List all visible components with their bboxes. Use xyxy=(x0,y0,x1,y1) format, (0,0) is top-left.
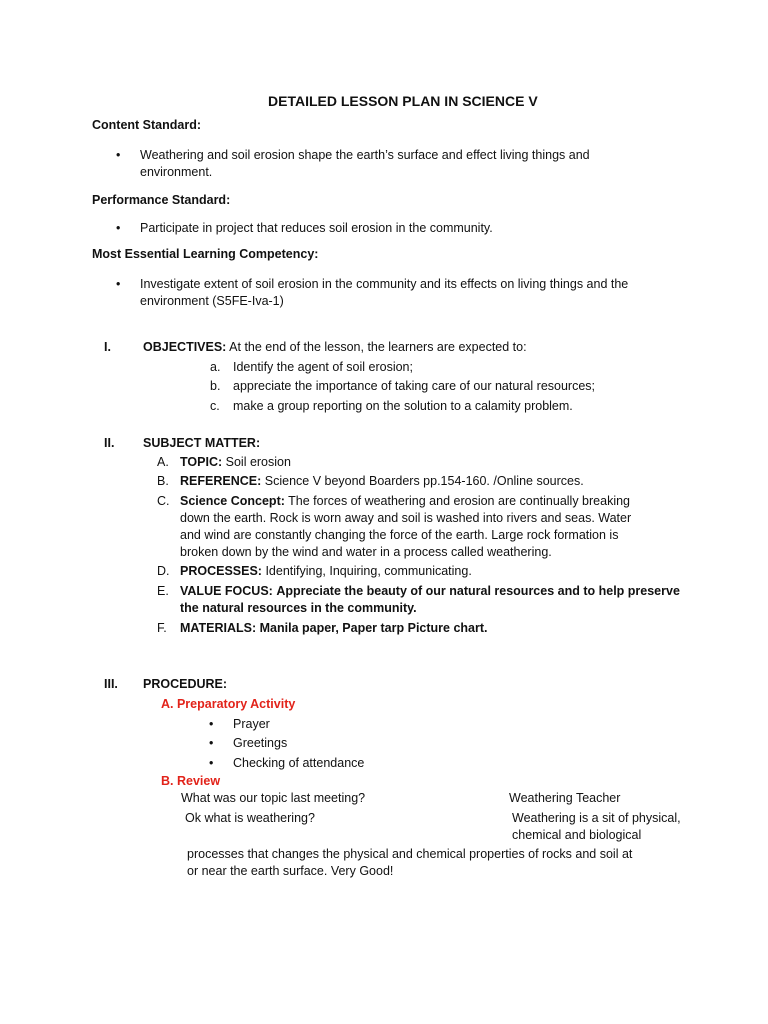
science-concept-line1: The forces of weathering and erosion are continually breaking xyxy=(288,494,631,508)
value-focus-label: VALUE FOCUS: xyxy=(180,584,273,598)
objective-marker-b: b. xyxy=(210,379,221,393)
subject-item-science-concept xyxy=(180,493,630,509)
melc-line1: Investigate extent of soil erosion in the community and its effects on living things and the xyxy=(140,277,629,291)
procedure-numeral: III. xyxy=(104,677,118,691)
preparatory-bullet-3: • xyxy=(209,756,214,770)
content-standard-line2: environment. xyxy=(140,165,213,179)
objective-item-c: make a group reporting on the solution to a calamity problem. xyxy=(233,399,573,413)
subject-marker-a: A. xyxy=(157,455,169,469)
processes-text: Identifying, Inquiring, communicating. xyxy=(265,564,472,578)
content-standard-heading: Content Standard: xyxy=(92,118,202,132)
science-concept-line2: down the earth. Rock is worn away and soil is washed into rivers and seas. Water xyxy=(180,511,632,525)
preparatory-item-prayer: Prayer xyxy=(233,717,270,731)
melc-bullet: • xyxy=(116,277,121,291)
subject-item-processes xyxy=(180,563,472,579)
subject-marker-c: C. xyxy=(157,494,170,508)
science-concept-line4: broken down by the wind and water in a process called weathering. xyxy=(180,545,552,559)
content-standard-bullet: • xyxy=(116,148,121,162)
subject-marker-d: D. xyxy=(157,564,170,578)
preparatory-bullet-1: • xyxy=(209,717,214,731)
objective-item-b: appreciate the importance of taking care of our natural resources; xyxy=(233,379,596,393)
subject-marker-e: E. xyxy=(157,584,169,598)
preparatory-item-attendance: Checking of attendance xyxy=(233,756,365,770)
melc-line2: environment (S5FE-Iva-1) xyxy=(140,294,284,308)
subject-marker-b: B. xyxy=(157,474,169,488)
preparatory-item-greetings: Greetings xyxy=(233,736,288,750)
review-teacher-question-2: Ok what is weathering? xyxy=(185,811,315,825)
materials-label: MATERIALS: xyxy=(180,621,257,635)
page-title: DETAILED LESSON PLAN IN SCIENCE V xyxy=(268,93,538,109)
science-concept-line3: and wind are constantly changing the force of the earth. Large rock formation is xyxy=(180,528,619,542)
objectives-numeral: I. xyxy=(104,340,111,354)
value-focus-line1: Appreciate the beauty of our natural resources and to help preserve xyxy=(276,584,680,598)
objective-marker-c: c. xyxy=(210,399,220,413)
subject-item-value-focus xyxy=(180,583,680,599)
objectives-intro: At the end of the lesson, the learners are expected to: xyxy=(229,340,527,354)
review-student-answer-1: Weathering Teacher xyxy=(509,791,621,805)
performance-standard-bullet: • xyxy=(116,221,121,235)
topic-label: TOPIC: xyxy=(180,455,223,469)
subject-matter-numeral: II. xyxy=(104,436,115,450)
objective-marker-a: a. xyxy=(210,360,221,374)
performance-standard-text: Participate in project that reduces soil erosion in the community. xyxy=(140,221,493,235)
review-continuation-line1: processes that changes the physical and chemical properties of rocks and soil at xyxy=(187,847,633,861)
review-continuation-line2: or near the earth surface. Very Good! xyxy=(187,864,394,878)
subject-item-materials xyxy=(180,620,488,636)
subject-marker-f: F. xyxy=(157,621,167,635)
review-student-answer-2-line1: Weathering is a sit of physical, xyxy=(512,811,681,825)
value-focus-line2: the natural resources in the community. xyxy=(180,601,417,615)
reference-label: REFERENCE: xyxy=(180,474,262,488)
review-teacher-question-1: What was our topic last meeting? xyxy=(181,791,366,805)
reference-text: Science V beyond Boarders pp.154-160. /Online sources. xyxy=(264,474,584,488)
processes-label: PROCESSES: xyxy=(180,564,262,578)
objectives-label: OBJECTIVES: xyxy=(143,340,227,354)
topic-text: Soil erosion xyxy=(225,455,291,469)
subject-item-reference xyxy=(180,473,584,489)
melc-heading: Most Essential Learning Competency: xyxy=(92,247,319,261)
objectives-line xyxy=(143,339,527,355)
science-concept-label: Science Concept: xyxy=(180,494,285,508)
objective-item-a: Identify the agent of soil erosion; xyxy=(233,360,413,374)
preparatory-heading: A. Preparatory Activity xyxy=(161,697,296,711)
subject-matter-label: SUBJECT MATTER: xyxy=(143,436,261,450)
review-heading: B. Review xyxy=(161,774,221,788)
materials-text: Manila paper, Paper tarp Picture chart. xyxy=(259,621,488,635)
procedure-label: PROCEDURE: xyxy=(143,677,228,691)
subject-item-topic xyxy=(180,454,291,470)
review-student-answer-2-line2: chemical and biological xyxy=(512,828,642,842)
content-standard-line1: Weathering and soil erosion shape the earth’s surface and effect living things and xyxy=(140,148,590,162)
preparatory-bullet-2: • xyxy=(209,736,214,750)
performance-standard-heading: Performance Standard: xyxy=(92,193,231,207)
